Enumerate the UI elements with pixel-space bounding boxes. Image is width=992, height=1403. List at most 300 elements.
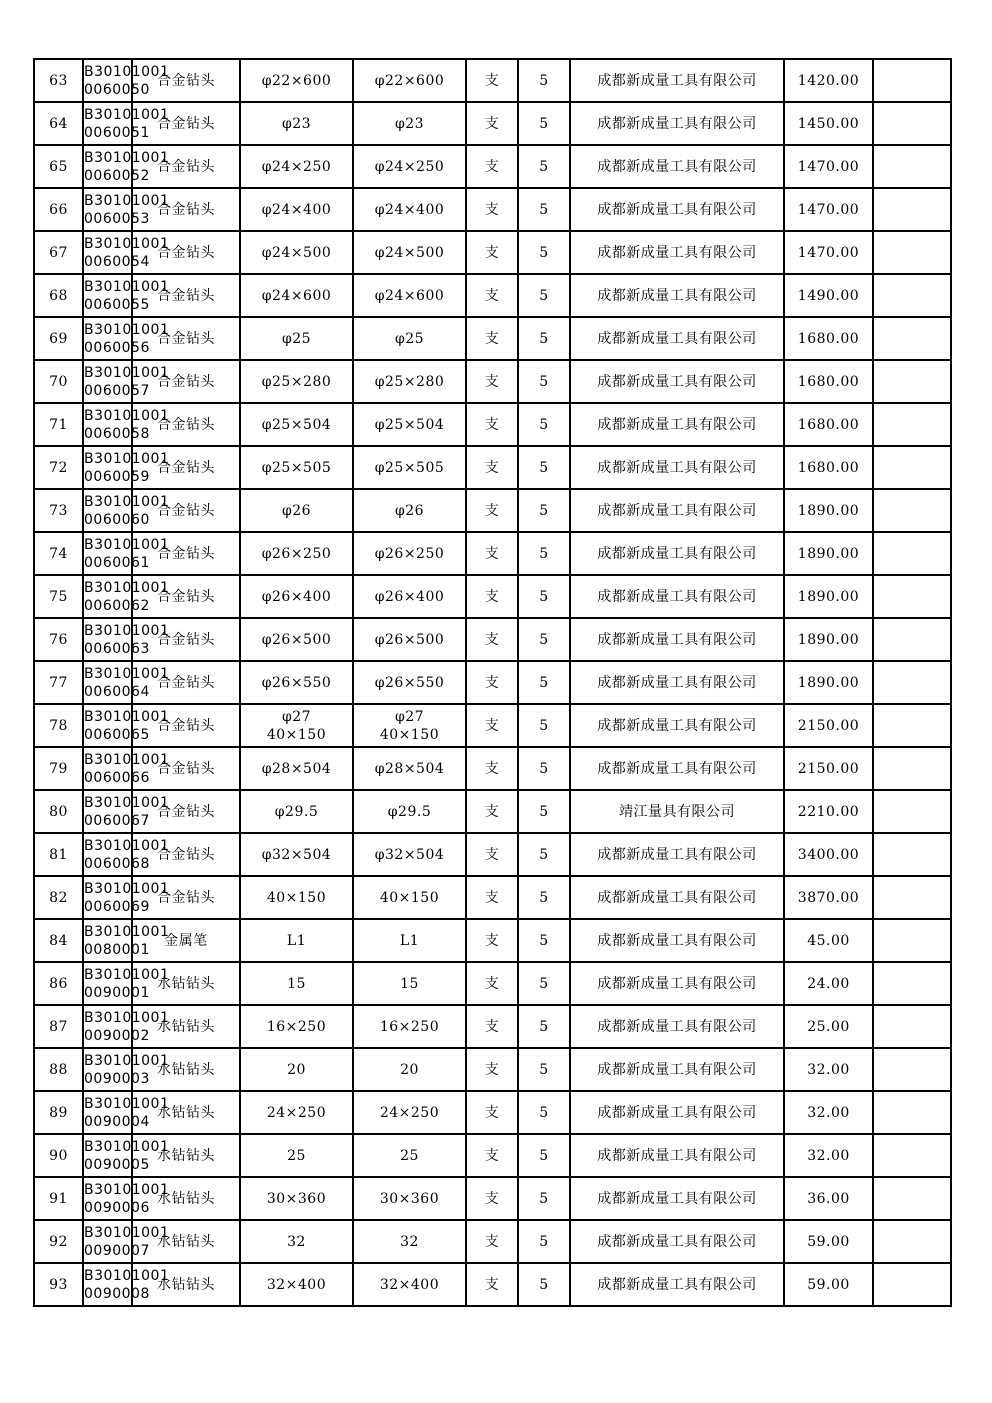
- row-number-cell: 86: [34, 962, 83, 1005]
- unit-cell: 支: [466, 833, 518, 876]
- item-name-cell: 合金钻头: [132, 446, 240, 489]
- spec-cell: [240, 360, 353, 403]
- material-code-bottom: 0060051: [84, 124, 150, 141]
- model-line: φ22×600: [374, 72, 445, 89]
- supplier-cell: 成都新成量工具有限公司: [570, 876, 784, 919]
- supplier-cell: 成都新成量工具有限公司: [570, 1091, 784, 1134]
- spec-cell: [240, 532, 353, 575]
- table-row: [34, 1048, 951, 1091]
- material-code-top: B30101001: [84, 149, 170, 166]
- supplier-cell: 成都新成量工具有限公司: [570, 532, 784, 575]
- item-name-cell: 合金钻头: [132, 876, 240, 919]
- note-cell: [873, 403, 951, 446]
- material-code-top: B30101001: [84, 1181, 170, 1198]
- note-cell: [873, 1005, 951, 1048]
- row-number-cell: 91: [34, 1177, 83, 1220]
- price-cell: 2210.00: [784, 790, 873, 833]
- row-number-cell: 64: [34, 102, 83, 145]
- material-code-top: B30101001: [84, 106, 170, 123]
- supplier-cell: 成都新成量工具有限公司: [570, 1220, 784, 1263]
- spec-cell: [240, 919, 353, 962]
- spec-line: 32: [287, 1233, 306, 1250]
- material-code-top: B30101001: [84, 837, 170, 854]
- spec-line: 30×360: [266, 1190, 327, 1207]
- spec-line: φ28×504: [261, 760, 332, 777]
- spec-cell: [240, 446, 353, 489]
- supplier-cell: 成都新成量工具有限公司: [570, 704, 784, 747]
- model-cell: [353, 876, 466, 919]
- material-code-top: B30101001: [84, 364, 170, 381]
- item-name-cell: 合金钻头: [132, 360, 240, 403]
- spec-line: φ24×600: [261, 287, 332, 304]
- unit-cell: 支: [466, 403, 518, 446]
- material-code-top: B30101001: [84, 450, 170, 467]
- model-line: φ32×504: [374, 846, 445, 863]
- material-code-top: B30101001: [84, 1095, 170, 1112]
- spec-line: φ26×400: [261, 588, 332, 605]
- quantity-cell: 5: [518, 489, 570, 532]
- item-name-cell: 水钻钻头: [132, 1263, 240, 1306]
- spec-line: φ26: [281, 502, 312, 519]
- material-code-bottom: 0090008: [84, 1285, 150, 1302]
- model-cell: [353, 833, 466, 876]
- supplier-cell: 成都新成量工具有限公司: [570, 188, 784, 231]
- note-cell: [873, 231, 951, 274]
- material-code-cell: [83, 1134, 170, 1177]
- note-cell: [873, 102, 951, 145]
- row-number-cell: 84: [34, 919, 83, 962]
- material-code-bottom: 0060053: [84, 210, 150, 227]
- unit-cell: 支: [466, 747, 518, 790]
- row-number-cell: 79: [34, 747, 83, 790]
- quantity-cell: 5: [518, 403, 570, 446]
- spec-cell: [240, 403, 353, 446]
- quantity-cell: 5: [518, 790, 570, 833]
- unit-cell: 支: [466, 1091, 518, 1134]
- model-line: φ24×500: [374, 244, 445, 261]
- spec-cell: [240, 1177, 353, 1220]
- supplier-cell: 成都新成量工具有限公司: [570, 59, 784, 102]
- item-name-cell: 合金钻头: [132, 231, 240, 274]
- material-code-bottom: 0060064: [84, 683, 150, 700]
- unit-cell: 支: [466, 876, 518, 919]
- material-code-bottom: 0090001: [84, 984, 150, 1001]
- table-row: [34, 360, 951, 403]
- row-number-cell: 75: [34, 575, 83, 618]
- row-number-cell: 89: [34, 1091, 83, 1134]
- note-cell: [873, 274, 951, 317]
- item-name-cell: 水钻钻头: [132, 1005, 240, 1048]
- unit-cell: 支: [466, 102, 518, 145]
- material-code-cell: [83, 919, 170, 962]
- item-name-cell: 合金钻头: [132, 790, 240, 833]
- model-cell: [353, 661, 466, 704]
- model-line: φ27: [394, 708, 425, 725]
- note-cell: [873, 962, 951, 1005]
- supplier-cell: 成都新成量工具有限公司: [570, 403, 784, 446]
- model-cell: [353, 1005, 466, 1048]
- note-cell: [873, 59, 951, 102]
- note-cell: [873, 618, 951, 661]
- price-cell: 1450.00: [784, 102, 873, 145]
- note-cell: [873, 317, 951, 360]
- quantity-cell: 5: [518, 919, 570, 962]
- item-name-cell: 合金钻头: [132, 618, 240, 661]
- material-code-bottom: 0090006: [84, 1199, 150, 1216]
- model-line: φ24×600: [374, 287, 445, 304]
- material-code-cell: [83, 446, 170, 489]
- quantity-cell: 5: [518, 1005, 570, 1048]
- table-row: [34, 1220, 951, 1263]
- note-cell: [873, 876, 951, 919]
- unit-cell: 支: [466, 231, 518, 274]
- material-code-bottom: 0080001: [84, 941, 150, 958]
- material-code-cell: [83, 1005, 170, 1048]
- quantity-cell: 5: [518, 575, 570, 618]
- material-code-top: B30101001: [84, 1009, 170, 1026]
- material-code-bottom: 0060052: [84, 167, 150, 184]
- note-cell: [873, 1048, 951, 1091]
- spec-cell: [240, 1134, 353, 1177]
- spec-line: 24×250: [266, 1104, 327, 1121]
- quantity-cell: 5: [518, 188, 570, 231]
- supplier-cell: 成都新成量工具有限公司: [570, 317, 784, 360]
- note-cell: [873, 919, 951, 962]
- material-code-cell: [83, 532, 170, 575]
- material-code-bottom: 0090004: [84, 1113, 150, 1130]
- unit-cell: 支: [466, 1220, 518, 1263]
- model-cell: [353, 575, 466, 618]
- material-code-top: B30101001: [84, 708, 170, 725]
- model-line: φ26×500: [374, 631, 445, 648]
- supplier-cell: 成都新成量工具有限公司: [570, 102, 784, 145]
- price-cell: 25.00: [784, 1005, 873, 1048]
- spec-cell: [240, 876, 353, 919]
- quantity-cell: 5: [518, 1263, 570, 1306]
- material-code-cell: [83, 231, 170, 274]
- model-line: 24×250: [379, 1104, 440, 1121]
- price-cell: 32.00: [784, 1091, 873, 1134]
- spec-cell: [240, 1220, 353, 1263]
- model-cell: [353, 403, 466, 446]
- spec-cell: [240, 1263, 353, 1306]
- note-cell: [873, 790, 951, 833]
- row-number-cell: 92: [34, 1220, 83, 1263]
- note-cell: [873, 360, 951, 403]
- material-code-bottom: 0060060: [84, 511, 150, 528]
- material-code-bottom: 0060059: [84, 468, 150, 485]
- material-code-top: B30101001: [84, 622, 170, 639]
- supplier-cell: 成都新成量工具有限公司: [570, 360, 784, 403]
- unit-cell: 支: [466, 446, 518, 489]
- row-number-cell: 78: [34, 704, 83, 747]
- quantity-cell: 5: [518, 231, 570, 274]
- model-cell: [353, 532, 466, 575]
- material-code-cell: [83, 274, 170, 317]
- material-code-cell: [83, 661, 170, 704]
- price-cell: 1890.00: [784, 618, 873, 661]
- material-code-bottom: 0060057: [84, 382, 150, 399]
- spec-cell: [240, 833, 353, 876]
- item-name-cell: 合金钻头: [132, 747, 240, 790]
- material-code-top: B30101001: [84, 1052, 170, 1069]
- item-name-cell: 水钻钻头: [132, 1048, 240, 1091]
- unit-cell: 支: [466, 1177, 518, 1220]
- supplier-cell: 成都新成量工具有限公司: [570, 962, 784, 1005]
- spec-cell: [240, 102, 353, 145]
- table-row: [34, 231, 951, 274]
- model-cell: [353, 188, 466, 231]
- model-cell: [353, 360, 466, 403]
- price-cell: 1890.00: [784, 661, 873, 704]
- material-code-cell: [83, 317, 170, 360]
- price-table: [33, 58, 952, 1307]
- model-line: φ28×504: [374, 760, 445, 777]
- note-cell: [873, 1220, 951, 1263]
- note-cell: [873, 833, 951, 876]
- material-code-cell: [83, 747, 170, 790]
- price-cell: 1890.00: [784, 532, 873, 575]
- model-line: 32×400: [379, 1276, 440, 1293]
- supplier-cell: 成都新成量工具有限公司: [570, 145, 784, 188]
- row-number-cell: 88: [34, 1048, 83, 1091]
- row-number-cell: 74: [34, 532, 83, 575]
- material-code-bottom: 0060069: [84, 898, 150, 915]
- material-code-top: B30101001: [84, 579, 170, 596]
- model-cell: [353, 102, 466, 145]
- quantity-cell: 5: [518, 360, 570, 403]
- table-row: [34, 446, 951, 489]
- spec-cell: [240, 1005, 353, 1048]
- spec-line: φ24×400: [261, 201, 332, 218]
- item-name-cell: 合金钻头: [132, 403, 240, 446]
- spec-line: 20: [287, 1061, 306, 1078]
- material-code-bottom: 0060065: [84, 726, 150, 743]
- quantity-cell: 5: [518, 102, 570, 145]
- note-cell: [873, 1263, 951, 1306]
- note-cell: [873, 489, 951, 532]
- unit-cell: 支: [466, 59, 518, 102]
- unit-cell: 支: [466, 360, 518, 403]
- model-cell: [353, 747, 466, 790]
- supplier-cell: 成都新成量工具有限公司: [570, 833, 784, 876]
- material-code-top: B30101001: [84, 665, 170, 682]
- material-code-cell: [83, 618, 170, 661]
- note-cell: [873, 446, 951, 489]
- quantity-cell: 5: [518, 1091, 570, 1134]
- material-code-top: B30101001: [84, 880, 170, 897]
- row-number-cell: 63: [34, 59, 83, 102]
- material-code-cell: [83, 1048, 170, 1091]
- row-number-cell: 82: [34, 876, 83, 919]
- material-code-cell: [83, 1177, 170, 1220]
- material-code-cell: [83, 188, 170, 231]
- quantity-cell: 5: [518, 317, 570, 360]
- material-code-top: B30101001: [84, 192, 170, 209]
- row-number-cell: 93: [34, 1263, 83, 1306]
- material-code-bottom: 0060066: [84, 769, 150, 786]
- material-code-bottom: 0060054: [84, 253, 150, 270]
- note-cell: [873, 532, 951, 575]
- spec-line: φ25×505: [261, 459, 332, 476]
- model-line: 16×250: [379, 1018, 440, 1035]
- material-code-top: B30101001: [84, 536, 170, 553]
- material-code-cell: [83, 145, 170, 188]
- quantity-cell: 5: [518, 1134, 570, 1177]
- model-line: L1: [399, 932, 420, 949]
- item-name-cell: 合金钻头: [132, 661, 240, 704]
- material-code-cell: [83, 1263, 170, 1306]
- table-row: [34, 876, 951, 919]
- spec-cell: [240, 618, 353, 661]
- item-name-cell: 合金钻头: [132, 59, 240, 102]
- material-code-top: B30101001: [84, 1267, 170, 1284]
- price-cell: 59.00: [784, 1220, 873, 1263]
- model-line: φ25×504: [374, 416, 445, 433]
- model-cell: [353, 790, 466, 833]
- material-code-bottom: 0090003: [84, 1070, 150, 1087]
- quantity-cell: 5: [518, 532, 570, 575]
- price-cell: 3400.00: [784, 833, 873, 876]
- supplier-cell: 成都新成量工具有限公司: [570, 1048, 784, 1091]
- table-row: [34, 1005, 951, 1048]
- supplier-cell: 成都新成量工具有限公司: [570, 575, 784, 618]
- item-name-cell: 合金钻头: [132, 532, 240, 575]
- table-row: [34, 919, 951, 962]
- supplier-cell: 成都新成量工具有限公司: [570, 1134, 784, 1177]
- spec-cell: [240, 317, 353, 360]
- supplier-cell: 成都新成量工具有限公司: [570, 919, 784, 962]
- model-line: φ25×280: [374, 373, 445, 390]
- unit-cell: 支: [466, 661, 518, 704]
- spec-line: φ24×250: [261, 158, 332, 175]
- price-cell: 1680.00: [784, 317, 873, 360]
- spec-line: φ24×500: [261, 244, 332, 261]
- price-cell: 1490.00: [784, 274, 873, 317]
- note-cell: [873, 1134, 951, 1177]
- spec-cell: [240, 704, 353, 747]
- price-cell: 24.00: [784, 962, 873, 1005]
- note-cell: [873, 1177, 951, 1220]
- material-code-cell: [83, 360, 170, 403]
- supplier-cell: 成都新成量工具有限公司: [570, 1005, 784, 1048]
- row-number-cell: 72: [34, 446, 83, 489]
- spec-cell: [240, 962, 353, 1005]
- price-cell: 59.00: [784, 1263, 873, 1306]
- material-code-bottom: 0060068: [84, 855, 150, 872]
- note-cell: [873, 704, 951, 747]
- spec-line: φ26×550: [261, 674, 332, 691]
- model-cell: [353, 1048, 466, 1091]
- item-name-cell: 合金钻头: [132, 704, 240, 747]
- material-code-bottom: 0090005: [84, 1156, 150, 1173]
- quantity-cell: 5: [518, 833, 570, 876]
- quantity-cell: 5: [518, 274, 570, 317]
- model-cell: [353, 231, 466, 274]
- table-row: [34, 188, 951, 231]
- note-cell: [873, 188, 951, 231]
- material-code-top: B30101001: [84, 1138, 170, 1155]
- model-line: φ23: [394, 115, 425, 132]
- note-cell: [873, 1091, 951, 1134]
- material-code-top: B30101001: [84, 751, 170, 768]
- spec-line: φ26×250: [261, 545, 332, 562]
- price-cell: 1890.00: [784, 489, 873, 532]
- table-row: [34, 1091, 951, 1134]
- spec-cell: [240, 1091, 353, 1134]
- row-number-cell: 69: [34, 317, 83, 360]
- material-code-top: B30101001: [84, 966, 170, 983]
- row-number-cell: 90: [34, 1134, 83, 1177]
- spec-line: 32×400: [266, 1276, 327, 1293]
- spec-line: L1: [286, 932, 307, 949]
- material-code-top: B30101001: [84, 493, 170, 510]
- material-code-bottom: 0060050: [84, 81, 150, 98]
- unit-cell: 支: [466, 317, 518, 360]
- supplier-cell: 成都新成量工具有限公司: [570, 661, 784, 704]
- model-line: φ25: [394, 330, 425, 347]
- spec-cell: [240, 489, 353, 532]
- material-code-top: B30101001: [84, 407, 170, 424]
- material-code-cell: [83, 833, 170, 876]
- row-number-cell: 66: [34, 188, 83, 231]
- row-number-cell: 81: [34, 833, 83, 876]
- price-cell: 3870.00: [784, 876, 873, 919]
- spec-cell: [240, 231, 353, 274]
- supplier-cell: 成都新成量工具有限公司: [570, 618, 784, 661]
- model-line: 20: [400, 1061, 419, 1078]
- item-name-cell: 水钻钻头: [132, 1134, 240, 1177]
- table-row: [34, 1177, 951, 1220]
- price-cell: 1470.00: [784, 145, 873, 188]
- table-row: [34, 618, 951, 661]
- spec-line: 40×150: [266, 726, 327, 743]
- price-cell: 45.00: [784, 919, 873, 962]
- material-code-cell: [83, 59, 170, 102]
- supplier-cell: 成都新成量工具有限公司: [570, 489, 784, 532]
- material-code-bottom: 0090002: [84, 1027, 150, 1044]
- model-cell: [353, 317, 466, 360]
- spec-cell: [240, 188, 353, 231]
- material-code-cell: [83, 790, 170, 833]
- quantity-cell: 5: [518, 145, 570, 188]
- material-code-bottom: 0060062: [84, 597, 150, 614]
- model-line: φ29.5: [387, 803, 432, 820]
- table-body: [34, 59, 951, 1306]
- spec-line: 16×250: [266, 1018, 327, 1035]
- model-cell: [353, 489, 466, 532]
- spec-cell: [240, 575, 353, 618]
- material-code-bottom: 0060058: [84, 425, 150, 442]
- supplier-cell: 成都新成量工具有限公司: [570, 1263, 784, 1306]
- row-number-cell: 76: [34, 618, 83, 661]
- material-code-cell: [83, 1220, 170, 1263]
- spec-cell: [240, 661, 353, 704]
- row-number-cell: 73: [34, 489, 83, 532]
- table-row: [34, 661, 951, 704]
- price-cell: 2150.00: [784, 747, 873, 790]
- table-row: [34, 59, 951, 102]
- item-name-cell: 合金钻头: [132, 188, 240, 231]
- item-name-cell: 合金钻头: [132, 575, 240, 618]
- table-row: [34, 790, 951, 833]
- spec-line: φ32×504: [261, 846, 332, 863]
- model-cell: [353, 1263, 466, 1306]
- item-name-cell: 合金钻头: [132, 274, 240, 317]
- unit-cell: 支: [466, 1048, 518, 1091]
- item-name-cell: 金属笔: [132, 919, 240, 962]
- row-number-cell: 67: [34, 231, 83, 274]
